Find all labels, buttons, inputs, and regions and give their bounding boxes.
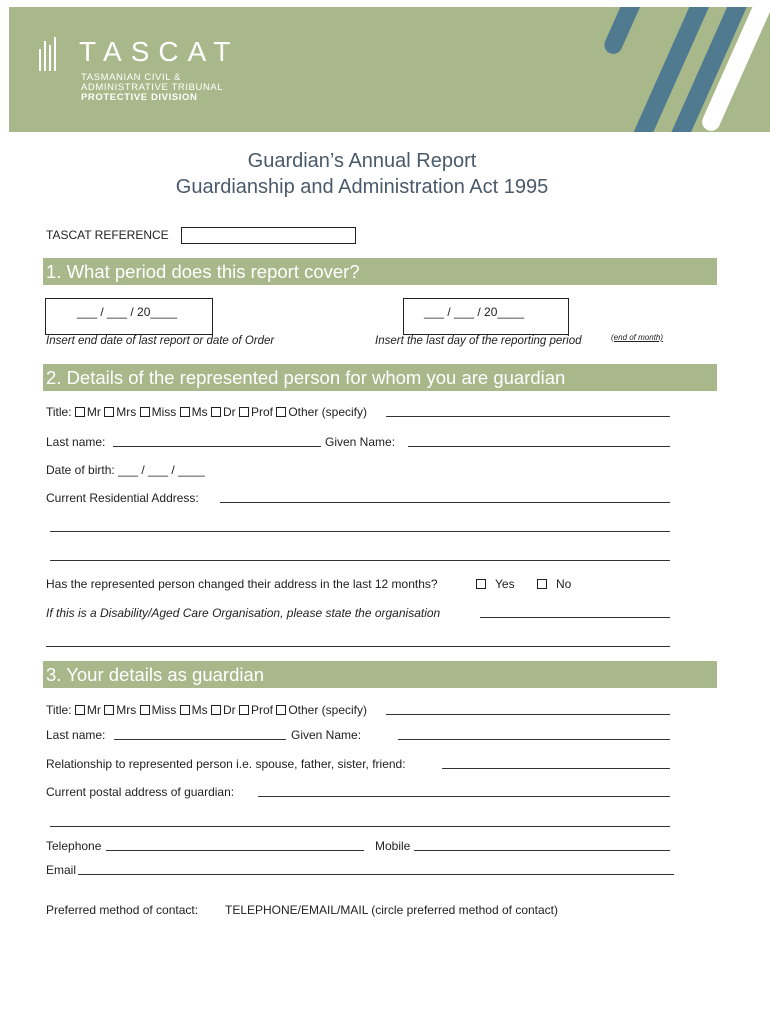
postal-address-line[interactable] [258, 796, 670, 797]
telephone-line[interactable] [106, 850, 364, 851]
title-option-miss[interactable]: Miss [140, 405, 177, 419]
person-title-row [46, 405, 367, 419]
person-address-line[interactable] [50, 531, 670, 532]
email-label: Email [46, 863, 77, 877]
checkbox-icon [211, 407, 221, 417]
person-given-name-label: Given Name: [325, 435, 396, 449]
title-option-dr[interactable]: Dr [211, 405, 236, 419]
checkbox-icon [104, 705, 114, 715]
person-address-line[interactable] [50, 560, 670, 561]
checkbox-icon [276, 407, 286, 417]
title-label: Title: [46, 405, 72, 419]
person-given-name-line[interactable] [408, 446, 670, 447]
person-address-label: Current Residential Address: [46, 491, 199, 505]
contact-method-options[interactable]: TELEPHONE/EMAIL/MAIL (circle preferred method of contact) [225, 903, 559, 917]
guardian-title-other-line[interactable] [386, 714, 670, 715]
address-changed-yes[interactable]: Yes [476, 577, 515, 591]
address-changed-no[interactable]: No [537, 577, 571, 591]
title-option-miss[interactable]: Miss [140, 703, 177, 717]
end-date-template: ___ / ___ / 20____ [424, 305, 525, 319]
person-address-line[interactable] [220, 502, 670, 503]
title-option-prof[interactable]: Prof [239, 405, 273, 419]
checkbox-icon [211, 705, 221, 715]
section3-heading: 3. Your details as guardian [43, 661, 717, 688]
person-last-name-label: Last name: [46, 435, 106, 449]
report-title: Guardian’s Annual Report [247, 150, 477, 172]
title-option-mrs[interactable]: Mrs [104, 703, 136, 717]
person-last-name-line[interactable] [113, 446, 321, 447]
checkbox-icon [239, 407, 249, 417]
title-option-dr[interactable]: Dr [211, 703, 236, 717]
logo-subtitle: TASMANIAN CIVIL & ADMINISTRATIVE TRIBUNAL PROTECTIVE DIVISION [81, 72, 224, 103]
reference-label: TASCAT REFERENCE [46, 228, 169, 242]
checkbox-icon [180, 705, 190, 715]
title-option-other[interactable]: Other (specify) [276, 703, 367, 717]
header-banner [9, 7, 770, 132]
logo-wordmark: TASCAT [79, 36, 240, 67]
section1-heading: 1. What period does this report cover? [43, 258, 717, 285]
checkbox-icon [104, 407, 114, 417]
guardian-title-row [46, 703, 367, 717]
start-date-template: ___ / ___ / 20____ [77, 305, 178, 319]
end-date-note: (end of month) [611, 333, 664, 342]
relationship-line[interactable] [442, 768, 670, 769]
title-option-mr[interactable]: Mr [75, 703, 101, 717]
organisation-line[interactable] [46, 646, 670, 647]
guardian-given-name-line[interactable] [398, 739, 670, 740]
title-other-line[interactable] [386, 416, 670, 417]
title-option-other[interactable]: Other (specify) [276, 405, 367, 419]
decorative-stripe [601, 7, 654, 57]
section2-heading: 2. Details of the represented person for whom you are guardian [43, 364, 717, 391]
guardian-given-name-label: Given Name: [291, 728, 362, 742]
organisation-line[interactable] [480, 617, 670, 618]
relationship-label: Relationship to represented person i.e. spouse, father, sister, friend: [46, 757, 406, 771]
postal-address-label: Current postal address of guardian: [46, 785, 235, 799]
address-changed-question: Has the represented person changed their address in the last 12 months? [46, 577, 438, 591]
report-subtitle: Guardianship and Administration Act 1995 [175, 176, 549, 198]
mobile-label: Mobile [375, 839, 411, 853]
telephone-label: Telephone [46, 839, 102, 853]
logo-icon [39, 37, 59, 71]
end-date-caption: Insert the last day of the reporting period [375, 335, 582, 347]
person-dob[interactable]: Date of birth: ___ / ___ / ____ [46, 463, 205, 477]
organisation-question: If this is a Disability/Aged Care Organisation, please state the organisation [46, 606, 441, 620]
guardian-last-name-label: Last name: [46, 728, 106, 742]
title-option-ms[interactable]: Ms [180, 703, 208, 717]
checkbox-icon [140, 407, 150, 417]
postal-address-line[interactable] [50, 826, 670, 827]
start-date-caption: Insert end date of last report or date of Order [46, 335, 275, 347]
title-option-mrs[interactable]: Mrs [104, 405, 136, 419]
checkbox-icon [276, 705, 286, 715]
checkbox-icon [75, 407, 85, 417]
reference-input[interactable] [181, 227, 356, 244]
checkbox-icon [75, 705, 85, 715]
guardian-last-name-line[interactable] [114, 739, 286, 740]
title-option-mr[interactable]: Mr [75, 405, 101, 419]
checkbox-icon [537, 579, 547, 589]
checkbox-icon [476, 579, 486, 589]
title-label: Title: [46, 703, 72, 717]
checkbox-icon [180, 407, 190, 417]
checkbox-icon [239, 705, 249, 715]
title-option-prof[interactable]: Prof [239, 703, 273, 717]
contact-method-label: Preferred method of contact: [46, 903, 199, 917]
title-option-ms[interactable]: Ms [180, 405, 208, 419]
checkbox-icon [140, 705, 150, 715]
mobile-line[interactable] [414, 850, 670, 851]
email-line[interactable] [78, 874, 674, 875]
